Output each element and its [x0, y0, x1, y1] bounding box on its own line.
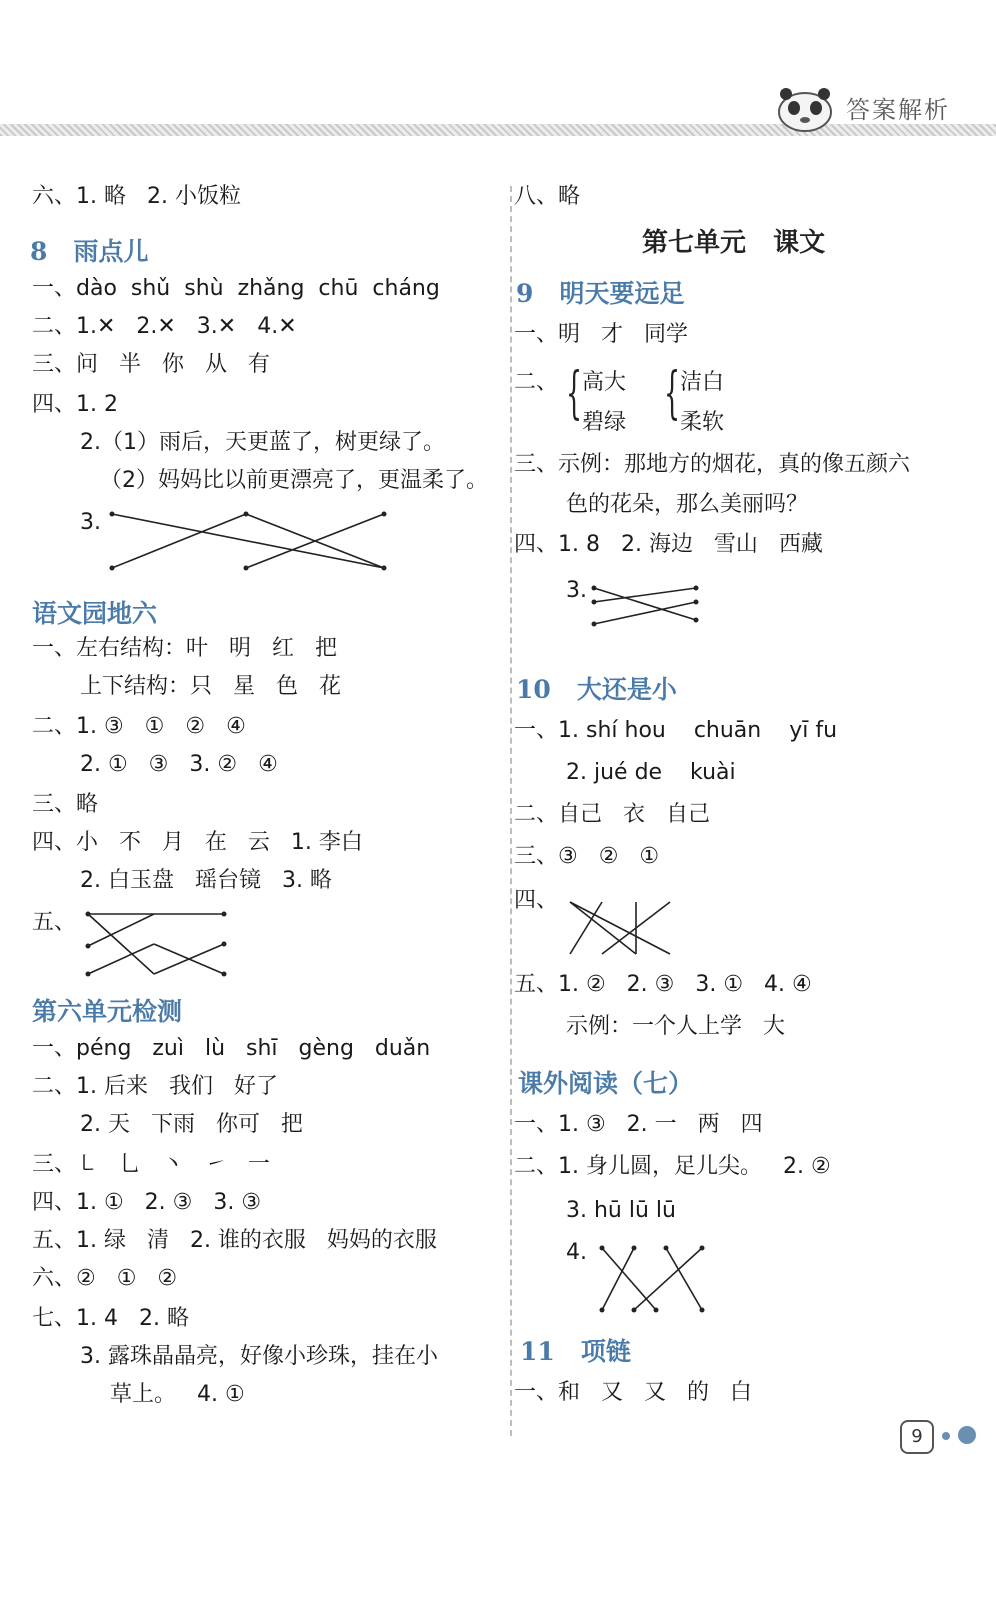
unit-title: 第七单元 课文	[642, 228, 826, 258]
matching-lines	[84, 910, 234, 982]
header-title: 答案解析	[846, 96, 950, 124]
answer-line: 一、1. shí hou chuān yī fu	[514, 718, 838, 743]
page-number: 9	[900, 1420, 934, 1454]
matching-lines	[110, 510, 390, 574]
answer-line: 2. ① ③ 3. ② ④	[80, 752, 278, 777]
answer-line: 2.（1）雨后，天更蓝了，树更绿了。	[80, 430, 445, 455]
answer-line: 五、1. 绿 清 2. 谁的衣服 妈妈的衣服	[32, 1228, 437, 1253]
answer-word: 洁白	[680, 370, 725, 395]
answer-line: 3. 露珠晶晶亮，好像小珍珠，挂在小	[80, 1344, 438, 1369]
answer-line: 草上。 4. ①	[110, 1382, 245, 1407]
answer-line: 二、1. 后来 我们 好了	[32, 1074, 278, 1099]
answer-word: 碧绿	[582, 410, 627, 435]
answer-line: 六、1. 略 2. 小饭粒	[32, 184, 241, 209]
answer-line: 2. 天 下雨 你可 把	[80, 1112, 303, 1137]
answer-line: 二、	[514, 370, 559, 395]
answer-line: 3.	[566, 578, 587, 603]
answer-line: 3.	[80, 510, 101, 535]
decor-dot-icon	[942, 1432, 950, 1440]
answer-line: 三、③ ② ①	[514, 844, 660, 869]
answer-line: 4.	[566, 1240, 587, 1265]
section-heading: 语文园地六	[32, 599, 158, 628]
section-heading: 课外阅读（七）	[518, 1069, 694, 1098]
answer-line: 色的花朵，那么美丽吗？	[566, 492, 809, 517]
answer-word: 高大	[582, 370, 627, 395]
matching-lines	[590, 584, 706, 632]
section-heading: 8 雨点儿	[30, 237, 149, 266]
header-band	[0, 124, 996, 136]
answer-line: （2）妈妈比以前更漂亮了，更温柔了。	[100, 468, 488, 493]
answer-line: 四、小 不 月 在 云 1. 李白	[32, 830, 363, 855]
answer-line: 四、1. 2	[32, 392, 118, 417]
answer-line: 2. jué de kuài	[566, 760, 736, 785]
answer-line: 2. 白玉盘 瑶台镜 3. 略	[80, 868, 332, 893]
matching-lines	[566, 898, 678, 960]
left-brace-icon: {	[664, 361, 681, 426]
answer-line: 一、péng zuì lù shī gèng duǎn	[32, 1036, 431, 1061]
answer-line: 二、1. 身儿圆，足儿尖。 2. ②	[514, 1154, 831, 1179]
answer-line: 一、和 又 又 的 白	[514, 1380, 752, 1405]
answer-line: 五、1. ② 2. ③ 3. ① 4. ④	[514, 972, 812, 997]
answer-line: 一、左右结构：叶 明 红 把	[32, 636, 337, 661]
matching-lines	[598, 1244, 710, 1316]
answer-line: 三、略	[32, 792, 99, 817]
answer-line: 七、1. 4 2. 略	[32, 1306, 189, 1331]
answer-line: 二、1. ③ ① ② ④	[32, 714, 246, 739]
answer-line: 三、㇄ 乚 丶 ㇀ 一	[32, 1152, 270, 1177]
answer-line: 八、略	[514, 184, 581, 209]
answer-line: 一、明 才 同学	[514, 322, 688, 347]
answer-line: 五、	[32, 910, 77, 935]
answer-line: 四、	[514, 888, 559, 913]
answer-line: 上下结构：只 星 色 花	[80, 674, 341, 699]
decor-dot-icon	[958, 1426, 976, 1444]
section-heading: 9 明天要远足	[516, 279, 685, 308]
answer-line: 三、示例：那地方的烟花，真的像五颜六	[514, 452, 911, 477]
section-heading: 11 项链	[520, 1337, 631, 1366]
answer-line: 二、1.✕ 2.✕ 3.✕ 4.✕	[32, 314, 297, 339]
column-divider	[510, 186, 512, 1436]
panda-mascot-icon	[776, 84, 834, 132]
answer-line: 3. hū lū lū	[566, 1198, 676, 1223]
answer-line: 一、dào shǔ shù zhǎng chū cháng	[32, 276, 440, 301]
section-heading: 10 大还是小	[516, 675, 677, 704]
answer-line: 示例：一个人上学 大	[566, 1014, 785, 1039]
section-heading: 第六单元检测	[32, 997, 183, 1026]
answer-line: 三、问 半 你 从 有	[32, 352, 270, 377]
answer-line: 一、1. ③ 2. 一 两 四	[514, 1112, 763, 1137]
left-brace-icon: {	[566, 361, 583, 426]
answer-line: 四、1. 8 2. 海边 雪山 西藏	[514, 532, 823, 557]
answer-line: 四、1. ① 2. ③ 3. ③	[32, 1190, 262, 1215]
answer-word: 柔软	[680, 410, 725, 435]
answer-line: 二、自己 衣 自己	[514, 802, 710, 827]
answer-line: 六、② ① ②	[32, 1266, 178, 1291]
